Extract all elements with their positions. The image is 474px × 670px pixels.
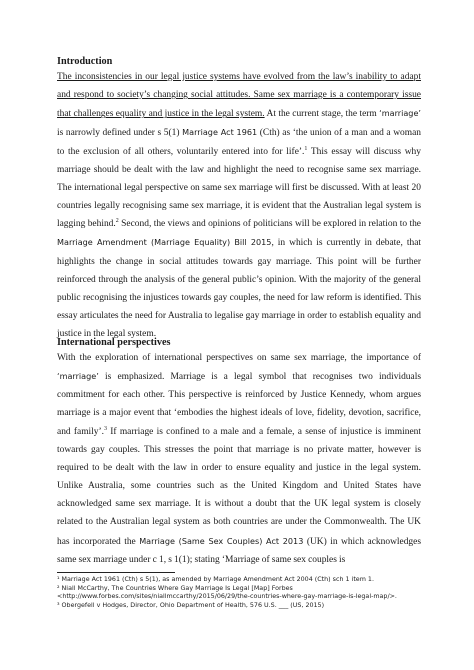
- text-run: (UK) in which acknowledges same sex marriage under c 1, s 1(1); stating ‘Marriage of same sex couples is: [57, 536, 422, 565]
- section-heading-international-perspectives: International perspectives: [57, 337, 171, 348]
- footnotes: [57, 576, 427, 610]
- text-run: With the exploration of international perspectives on same sex marriage, the importance of: [57, 353, 421, 363]
- text-run: (Cth) as ‘the union of a man and a woman to the exclusion of all others, voluntarily entered into for life’.: [57, 128, 421, 157]
- international-perspectives-paragraph: [57, 349, 421, 569]
- footnote-reference: 2: [115, 218, 119, 225]
- footnote-2-url: <http://www.forbes.com/sites/niallmccarthy/2015/06/29/the-countries-where-gay-marriage-is-legal-map/>.: [57, 593, 397, 601]
- section-heading-introduction: Introduction: [57, 56, 113, 67]
- citation-text: ‘marriage’: [57, 371, 99, 382]
- footnote-2: ² Niall McCarthy, The Countries Where Gay Marriage Is Legal [Map] Forbes: [57, 584, 293, 592]
- citation-text: ‘marriage’: [379, 108, 422, 119]
- citation-text: Marriage (Same Sex Couples) Act 2013: [139, 535, 304, 546]
- text-run: The inconsistencies in our legal justice systems have evolved from the law’s inability to adapt and respond to society’s changing social attitudes. Same sex marriage is a contemporary issue that challenges equality and justice in the legal system.: [57, 72, 421, 120]
- text-run: If marriage is confined to a male and a female, a sense of injustice is imminent towards gay couples. This stresses the point that marriage is no private matter, however is required to be dealt with the law in order to ensure equality and justice in the legal system. Unlike Australia, some countries such as the United Kingdom and United States have acknowledged same sex marriage. It is without a doubt that the UK legal system is closely related to the Australian legal system as both countries are under the Commonwealth. The UK has incorporated the: [57, 426, 421, 547]
- footnote-reference: 1: [304, 145, 308, 152]
- citation-text: Marriage Amendment (Marriage Equality) Bill 2015: [57, 237, 272, 248]
- footnote-3: ³ Obergefell v Hodges, Director, Ohio Department of Health, 576 U.S. ___ (US, 2015): [57, 601, 325, 609]
- text-run: is narrowly defined under s 5(1): [57, 128, 183, 139]
- citation-text: Marriage Act 1961: [182, 127, 258, 138]
- footnote-1: ¹ Marriage Act 1961 (Cth) s 5(1), as amended by Marriage Amendment Act 2004 (Cth) sch 1 item 1.: [57, 576, 374, 583]
- text-run: Second, the views and opinions of politicians will be explored in relation to the: [118, 219, 421, 230]
- text-run: is emphasized. Marriage is a legal symbol that recognises two individuals commitment for each other. This perspective is reinforced by Justice Kennedy, whom argues marriage is a major event that ‘embodies the highest ideals of love, fidelity, devotion, sacrifice, and family’.: [57, 372, 421, 437]
- text-run: At the current stage, the term: [264, 109, 380, 120]
- text-run: This essay will discuss why marriage should be dealt with the law and highlight the need to recognise same sex marriage. The international legal perspective on same sex marriage will first be discussed. With at least 20 countries legally recognising same sex marriage, it is evident that the Australian legal system is lagging behind.: [57, 146, 421, 230]
- introduction-paragraph: [57, 68, 421, 343]
- text-run: , in which is currently in debate, that highlights the change in social attitudes towards gay marriage. This point will be further reinforced through the analysis of the general public’s opinion. With the majority of the general public recognising the injustices towards gay couples, the need for law reform is identified. This essay articulates the need for Australia to legalise gay marriage in order to establish equality and justice in the legal system.: [57, 238, 422, 340]
- footnote-divider: [57, 572, 175, 573]
- footnote-reference: 3: [104, 425, 108, 432]
